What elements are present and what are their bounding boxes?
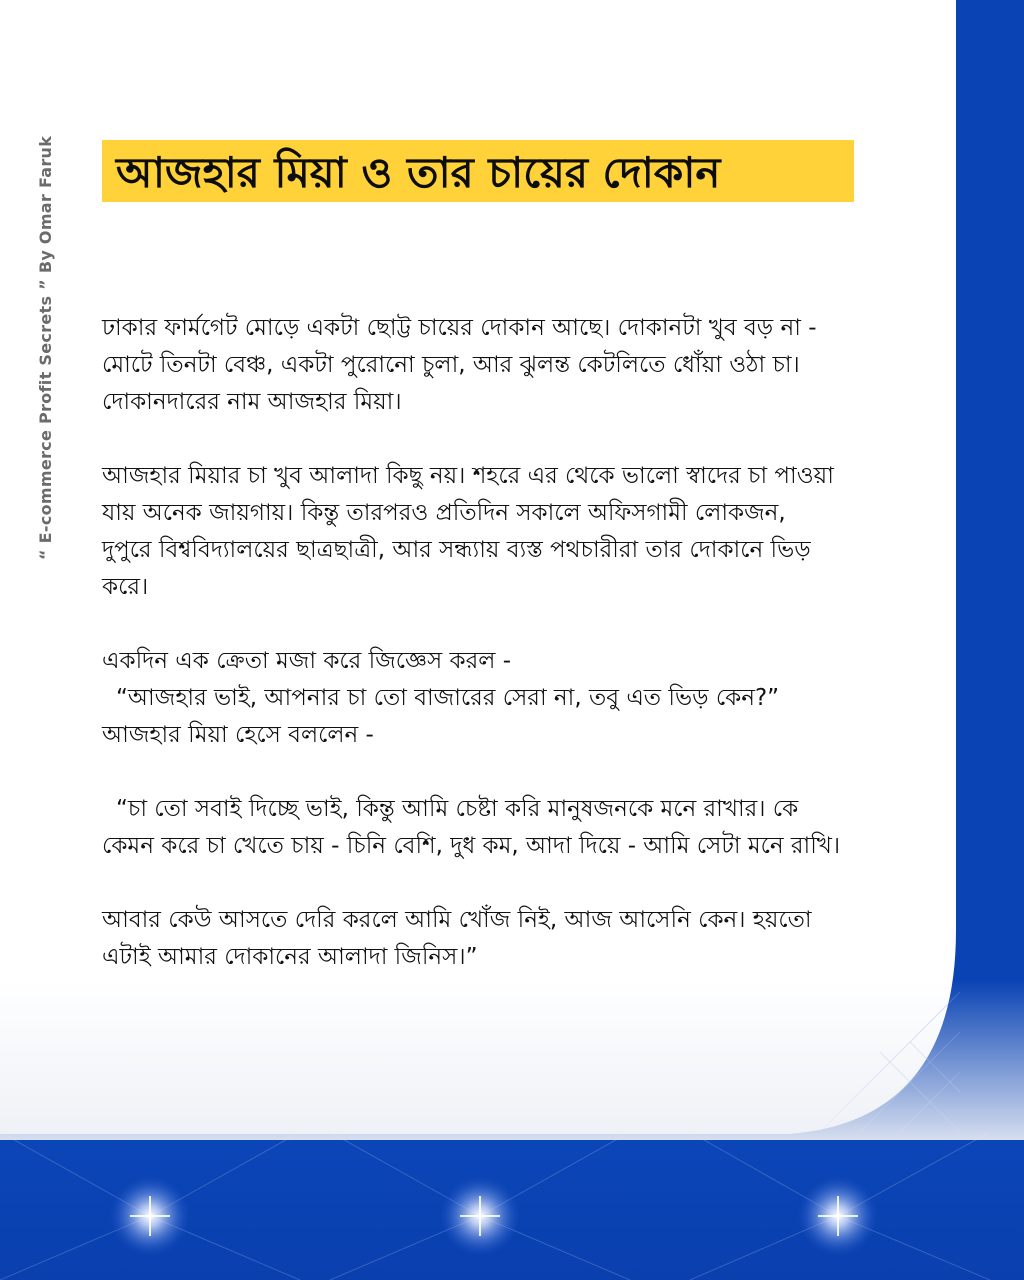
text-line: ঢাকার ফার্মগেট মোড়ে একটা ছোট্ট চায়ের দোকান আছে। দোকানটা খুব বড় না - bbox=[102, 315, 817, 341]
text-line: মোটে তিনটা বেঞ্চ, একটা পুরোনো চুলা, আর ঝুলন্ত কেটলিতে ধোঁয়া ওঠা চা। bbox=[102, 352, 800, 378]
paragraph-5 bbox=[102, 902, 922, 976]
page-title: আজহার মিয়া ও তার চায়ের দোকান bbox=[116, 148, 721, 197]
text-line: যায় অনেক জায়গায়। কিন্তু তারপরও প্রতিদিন সকালে অফিসগামী লোকজন, bbox=[102, 500, 786, 526]
paragraph-4 bbox=[102, 791, 922, 865]
story-body bbox=[102, 310, 922, 1013]
text-line: দোকানদারের নাম আজহার মিয়া। bbox=[102, 389, 402, 415]
bottom-blue-band bbox=[0, 1132, 1024, 1280]
text-line: আজহার মিয়ার চা খুব আলাদা কিছু নয়। শহরে এর থেকে ভালো স্বাদের চা পাওয়া bbox=[102, 463, 834, 489]
text-line: এটাই আমার দোকানের আলাদা জিনিস।” bbox=[102, 944, 478, 970]
text-line: কেমন করে চা খেতে চায় - চিনি বেশি, দুধ কম, আদা দিয়ে - আমি সেটা মনে রাখি। bbox=[102, 833, 841, 859]
paragraph-2 bbox=[102, 458, 922, 606]
text-line: করে। bbox=[102, 574, 149, 600]
text-line: দুপুরে বিশ্ববিদ্যালয়ের ছাত্রছাত্রী, আর সন্ধ্যায় ব্যস্ত পথচারীরা তার দোকানে ভিড় bbox=[102, 537, 811, 563]
quote-line: “আজহার ভাই, আপনার চা তো বাজারের সেরা না, তবু এত ভিড় কেন?” bbox=[116, 685, 780, 711]
quote-line: “চা তো সবাই দিচ্ছে ভাই, কিন্তু আমি চেষ্টা করি মানুষজনকে মনে রাখার। কে bbox=[116, 796, 799, 822]
text-line: আবার কেউ আসতে দেরি করলে আমি খোঁজ নিই, আজ আসেনি কেন। হয়তো bbox=[102, 907, 812, 933]
text-line: একদিন এক ক্রেতা মজা করে জিজ্ঞেস করল - bbox=[102, 648, 512, 674]
sparkle-decoration bbox=[0, 1132, 1024, 1280]
side-credit-label: “ E-commerce Profit Secrets ” By Omar Faruk bbox=[36, 135, 55, 560]
paragraph-1 bbox=[102, 310, 922, 421]
paragraph-3 bbox=[102, 643, 922, 754]
text-line: আজহার মিয়া হেসে বললেন - bbox=[102, 722, 374, 748]
